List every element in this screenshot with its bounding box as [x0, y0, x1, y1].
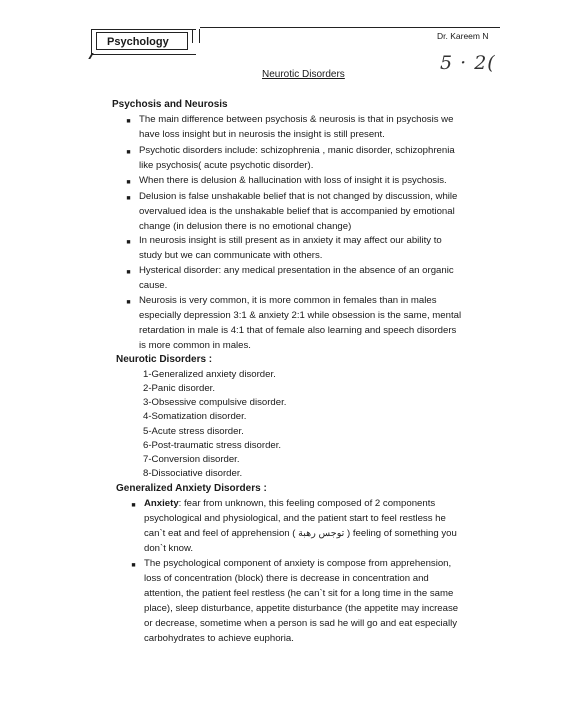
list-item: 7-Conversion disorder.: [143, 454, 240, 465]
bullet-line: is more common in males.: [139, 340, 251, 351]
bullet-line: overvalued idea is the unshakable belief that is accompanied by emotional: [139, 206, 455, 217]
bullet-line: Delusion is false unshakable belief that is not changed by discussion, while: [139, 191, 458, 202]
bullet-icon: ■: [126, 118, 131, 125]
bullet-line: change (in delusion there is no emotional change): [139, 221, 352, 232]
bullet-line: psychological and physiological, and the patient start to feel restless he: [144, 513, 446, 524]
bullet-icon: ■: [126, 179, 131, 186]
bullet-line: retardation in male is 4:1 that of female also learning and speech disorders: [139, 325, 457, 336]
bullet-icon: ■: [126, 299, 131, 306]
bullet-line: The main difference between psychosis & neurosis is that in psychosis we: [139, 114, 454, 125]
bullet-line: like psychosis( acute psychotic disorder).: [139, 160, 314, 171]
header-tab-bar: [192, 29, 200, 43]
section-heading-neurotic-disorders: Neurotic Disorders :: [116, 354, 213, 365]
bullet-line: or decrease, sometime when a person is sad he will go and eat especially: [144, 618, 458, 629]
bullet-line: carbohydrates to achieve euphoria.: [144, 633, 294, 644]
list-item: 3-Obsessive compulsive disorder.: [143, 397, 287, 408]
bullet-line: especially depression 3:1 & anxiety 2:1 while obsession is the same, mental: [139, 310, 462, 321]
bullet-line: [144, 497, 435, 512]
subject-tab: Psychology: [96, 32, 188, 50]
bullet-icon: ■: [131, 502, 136, 509]
bullet-line: Psychotic disorders include: schizophrenia , manic disorder, schizophrenia: [139, 145, 455, 156]
document-title: Neurotic Disorders: [262, 69, 345, 80]
author-name: Dr. Kareem N: [437, 31, 489, 41]
bullet-line: study but we can communicate with others.: [139, 250, 323, 261]
list-item: 1-Generalized anxiety disorder.: [143, 369, 276, 380]
bullet-icon: ■: [131, 562, 136, 569]
bullet-line: loss of concentration (block) there is decrease in concentration and: [144, 573, 429, 584]
section-heading-generalized-anxiety: Generalized Anxiety Disorders :: [116, 483, 267, 494]
list-item: 5-Acute stress disorder.: [143, 426, 244, 437]
bullet-line: have loss insight but in neurosis the insight is still present.: [139, 129, 385, 140]
pen-mark: [88, 53, 101, 59]
bullet-line: Neurosis is very common, it is more common in females than in males: [139, 295, 437, 306]
bullet-icon: ■: [126, 269, 131, 276]
header-rule: [200, 27, 500, 28]
bullet-line: place), sleep disturbance, appetite disturbance (the appetite may increase: [144, 603, 459, 614]
bullet-icon: ■: [126, 149, 131, 156]
handwritten-page-number: 5 · 2(: [440, 52, 496, 74]
list-item: 6-Post-traumatic stress disorder.: [143, 440, 282, 451]
bullet-line: Hysterical disorder: any medical presentation in the absence of an organic: [139, 265, 454, 276]
bullet-line: The psychological component of anxiety is compose from apprehension,: [144, 558, 452, 569]
bullet-line: When there is delusion & hallucination with loss of insight it is psychosis.: [139, 175, 447, 186]
bullet-line: In neurosis insight is still present as in anxiety it may affect our ability to: [139, 235, 442, 246]
section-heading-psychosis-neurosis: Psychosis and Neurosis: [112, 99, 228, 110]
list-item: 2-Panic disorder.: [143, 383, 215, 394]
bullet-line: attention, the patient feel restless (he can`t sit for a long time in the same: [144, 588, 454, 599]
bullet-icon: ■: [126, 195, 131, 202]
bullet-icon: ■: [126, 239, 131, 246]
list-item: 4-Somatization disorder.: [143, 411, 247, 422]
list-item: 8-Dissociative disorder.: [143, 468, 243, 479]
bullet-line: don`t know.: [144, 543, 194, 554]
anxiety-definition: : fear from unknown, this feeling composed of 2 components: [178, 498, 436, 509]
bullet-line: can`t eat and feel of apprehension ( توجس رهبة ) feeling of something you: [144, 528, 457, 539]
bullet-line: cause.: [139, 280, 168, 291]
anxiety-term: Anxiety: [144, 498, 179, 509]
